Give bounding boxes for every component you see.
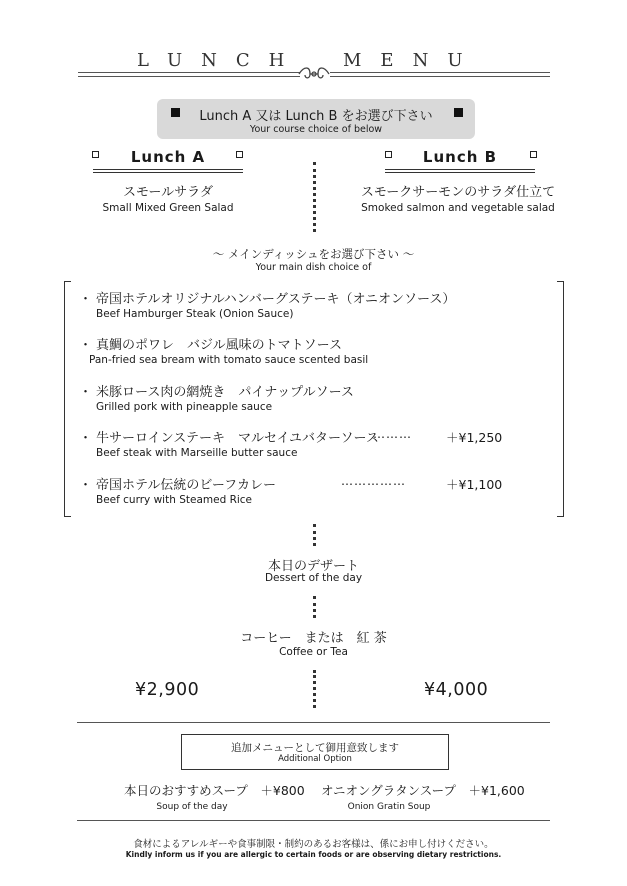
lunch-a-heading [93, 146, 243, 172]
drink-en: Coffee or Tea [279, 646, 348, 658]
dotted-divider [313, 596, 316, 618]
box-icon [236, 151, 243, 158]
dish-price: ＋¥1,100 [446, 477, 503, 492]
section-rule [77, 820, 550, 821]
soup-of-the-day [124, 781, 305, 812]
lunch-a-starter-en: Small Mixed Green Salad [102, 202, 234, 214]
dish-jp: 帝国ホテルオリジナルハンバーグステーキ（オニオンソース） [96, 292, 456, 307]
dish-jp: 米豚ロース肉の網焼き パイナップルソース [96, 385, 354, 400]
bullet: ・ [79, 478, 93, 493]
additional-jp: 追加メニューとして御用意致します [231, 742, 399, 754]
title-rule-right-top [330, 72, 550, 73]
dotted-divider [313, 670, 316, 708]
soup-jp: オニオングラタンスープ ＋¥1,600 [321, 783, 525, 798]
title-lunch: LUNCH [137, 50, 304, 71]
allergy-notice-jp: 食材によるアレルギーや食事制限・制約のあるお客様は、係にお申し付けください。 [133, 839, 494, 850]
dish-jp: 牛サーロインステーキ マルセイユバターソース [96, 431, 379, 446]
dessert-jp: 本日のデザート [267, 559, 359, 574]
banner-jp: Lunch A 又は Lunch B をお選び下さい [199, 109, 433, 124]
lunch-a-starter-jp: スモールサラダ [122, 185, 214, 200]
bracket-right [557, 281, 564, 517]
bracket-left [64, 281, 71, 517]
dish-en: Beef curry with Steamed Rice [96, 494, 253, 506]
dish-price: ＋¥1,250 [446, 430, 503, 445]
section-rule [77, 722, 550, 723]
soup-jp: 本日のおすすめスープ ＋¥800 [124, 783, 305, 798]
title-rule-right-bottom [330, 76, 550, 77]
additional-en: Additional Option [278, 754, 352, 764]
underline [93, 169, 243, 170]
allergy-notice-en: Kindly inform us if you are allergic to certain foods or are observing dietary restrictions. [125, 850, 502, 859]
dish-en: Pan-fried sea bream with tomato sauce scented basil [89, 354, 369, 366]
ornament-icon [296, 64, 332, 84]
dish-jp: 帝国ホテル伝統のビーフカレー [96, 478, 277, 493]
box-icon [530, 151, 537, 158]
soup-en: Onion Gratin Soup [347, 802, 431, 812]
price-leader: ……… [373, 427, 412, 441]
underline [385, 169, 535, 170]
bullet: ・ [79, 385, 93, 400]
lunch-b-heading [385, 146, 535, 172]
bullet: ・ [79, 431, 93, 446]
main-dish-heading-en: Your main dish choice of [255, 262, 372, 273]
lunch-b-label: Lunch B [422, 148, 498, 166]
lunch-b-starter-jp: スモークサーモンのサラダ仕立て [360, 185, 556, 200]
additional-option-box [181, 734, 449, 770]
title-menu: MENU [343, 50, 482, 71]
course-choice-banner [157, 99, 475, 139]
bullet: ・ [79, 338, 93, 353]
bullet: ・ [79, 292, 93, 307]
lunch-a-price: ¥2,900 [135, 680, 200, 700]
dish-jp: 真鯛のポワレ バジル風味のトマトソース [96, 338, 343, 353]
soup-en: Soup of the day [156, 802, 228, 812]
dish-en: Beef Hamburger Steak (Onion Sauce) [96, 308, 294, 320]
underline [385, 172, 535, 173]
dish-en: Grilled pork with pineapple sauce [96, 401, 273, 413]
underline [93, 172, 243, 173]
title-rule-left-top [78, 72, 300, 73]
onion-gratin-soup [321, 781, 525, 812]
drink-jp: コーヒー または 紅 茶 [240, 631, 387, 646]
price-leader: …………… [341, 474, 406, 488]
lunch-b-starter-en: Smoked salmon and vegetable salad [361, 202, 555, 214]
lunch-a-label: Lunch A [130, 148, 206, 166]
title-rule-left-bottom [78, 76, 300, 77]
dotted-divider [313, 162, 316, 232]
banner-en: Your course choice of below [249, 124, 383, 135]
dessert-en: Dessert of the day [264, 572, 363, 584]
dotted-divider [313, 524, 316, 546]
lunch-b-price: ¥4,000 [424, 680, 489, 700]
dish-en: Beef steak with Marseille butter sauce [96, 447, 298, 459]
main-dish-heading-jp: ～ メインディッシュをお選び下さい ～ [212, 247, 415, 261]
